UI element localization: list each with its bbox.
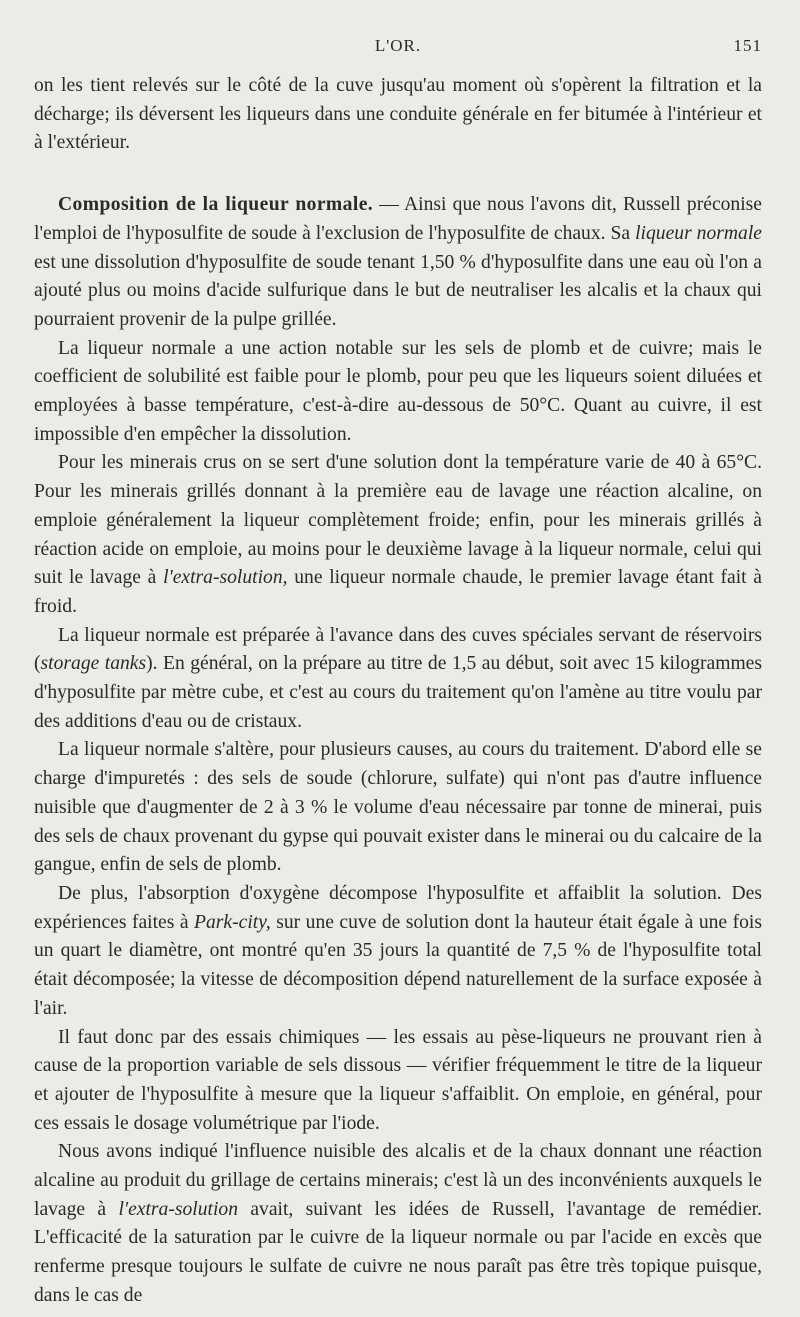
running-head: [34, 0, 762, 72]
paragraph-7-italic: Park-city,: [194, 911, 271, 933]
paragraph-5-part-2: ). En général, on la prépare au titre de 1,5 au début, soit avec 15 kilogrammes d'hyposulfite par mètre cube, et c'est au cours du traitement qu'on l'amène au titre voulu par des additions d'eau ou de cristaux.: [34, 653, 763, 732]
paragraph-7-part-2: sur une cuve de solution dont la hauteur était égale à une fois un quart le diamètre, ont montré qu'en 35 jours la quantité de 7,5 % de l'hyposulfite total était décomposée; la vitesse de décomposition dépend naturellement de la surface exposée à l'air.: [34, 911, 762, 1019]
paragraph-2-part-2: est une dissolution d'hyposulfite de soude tenant 1,50 % d'hyposulfite dans une eau où l'on a ajouté plus ou moins d'acide sulfurique dans le but de neutraliser les alcalis et la chaux qui pourraient provenir de la pulpe grillée.: [34, 251, 762, 330]
paragraph-6: La liqueur normale s'altère, pour plusieurs causes, au cours du traitement. D'abord elle se charge d'impuretés : des sels de soude (chlorure, sulfate) qui n'ont pas d'autre influence nuisible que d'augmenter de 2 à 3 % le volume d'eau nécessaire par tonne de minerai, puis des sels de chaux provenant du gypse qui pouvait exister dans le minerai ou du calcaire de la gangue, enfin de sels de plomb.: [34, 739, 762, 876]
paragraph-5: [34, 622, 762, 737]
section-heading: Composition de la liqueur normale.: [58, 194, 374, 216]
page-number: 151: [733, 36, 762, 55]
paragraph-4: [34, 449, 762, 621]
paragraph-2-italic: liqueur normale: [635, 222, 762, 244]
running-title: L'OR.: [374, 36, 422, 55]
paragraph-3: La liqueur normale a une action notable sur les sels de plomb et de cuivre; mais le coefficient de solubilité est faible pour le plomb, pour peu que les liqueurs soient diluées et employées à basse température, c'est-à-dire au-dessous de 50°C. Quant au cuivre, il est impossible d'en empêcher la dissolution.: [34, 337, 762, 445]
paragraph-1: on les tient relevés sur le côté de la cuve jusqu'au moment où s'opèrent la filtration et la décharge; ils déversent les liqueurs dans une conduite générale en fer bitumée à l'intérieur et à l'extérieur.: [34, 75, 762, 154]
paragraph-5-part-1: La liqueur normale est préparée à l'avance dans des cuves spéciales servant de réservoirs (: [34, 624, 762, 675]
paragraph-9-part-2: avait, suivant les idées de Russell, l'avantage de remédier. L'efficacité de la saturation par le cuivre de la liqueur normale ou par l'acide en excès que renferme presque toujours le sulfate de cuivre ne nous paraît pas être très topique puisque, dans le cas de: [34, 1198, 763, 1306]
paragraph-9-italic: l'extra-solution: [118, 1198, 239, 1220]
paragraph-7: [34, 880, 762, 1024]
paragraph-8: Il faut donc par des essais chimiques — les essais au pèse-liqueurs ne prouvant rien à cause de la proportion variable de sels dissous — vérifier fréquemment le titre de la liqueur et ajouter de l'hyposulfite à mesure que la liqueur s'affaiblit. On emploie, en général, pour ces essais le dosage volumétrique par l'iode.: [34, 1026, 762, 1134]
paragraph-2-part-1: — Ainsi que nous l'avons dit, Russell préconise l'emploi de l'hyposulfite de soude à l'exclusion de l'hyposulfite de chaux. Sa: [34, 194, 762, 244]
paragraph-9: [34, 1138, 762, 1310]
paragraph-7-part-1: De plus, l'absorption d'oxygène décompose l'hyposulfite et affaiblit la solution. Des expériences faites à: [34, 882, 762, 933]
paragraph-5-italic: storage tanks: [40, 653, 147, 675]
paragraph-4-part-1: Pour les minerais crus on se sert d'une solution dont la température varie de 40 à 65°C. Pour les minerais grillés donnant à la première eau de lavage une réaction alcaline, on emploie généralement la liqueur complètement froide; enfin, pour les minerais grillés à réaction acide on emploie, au moins pour le deuxième lavage à la liqueur normale, celui qui suit le lavage à: [34, 452, 762, 589]
paragraph-2: [34, 191, 762, 335]
paragraph-4-italic: l'extra-solution,: [163, 567, 288, 589]
paragraph-4-part-2: une liqueur normale chaude, le premier lavage étant fait à froid.: [34, 567, 762, 617]
paragraph-9-part-1: Nous avons indiqué l'influence nuisible des alcalis et de la chaux donnant une réaction alcaline au produit du grillage de certains minerais; c'est là un des inconvénients auxquels le lavage à: [34, 1141, 762, 1220]
body-text: [34, 72, 762, 1311]
